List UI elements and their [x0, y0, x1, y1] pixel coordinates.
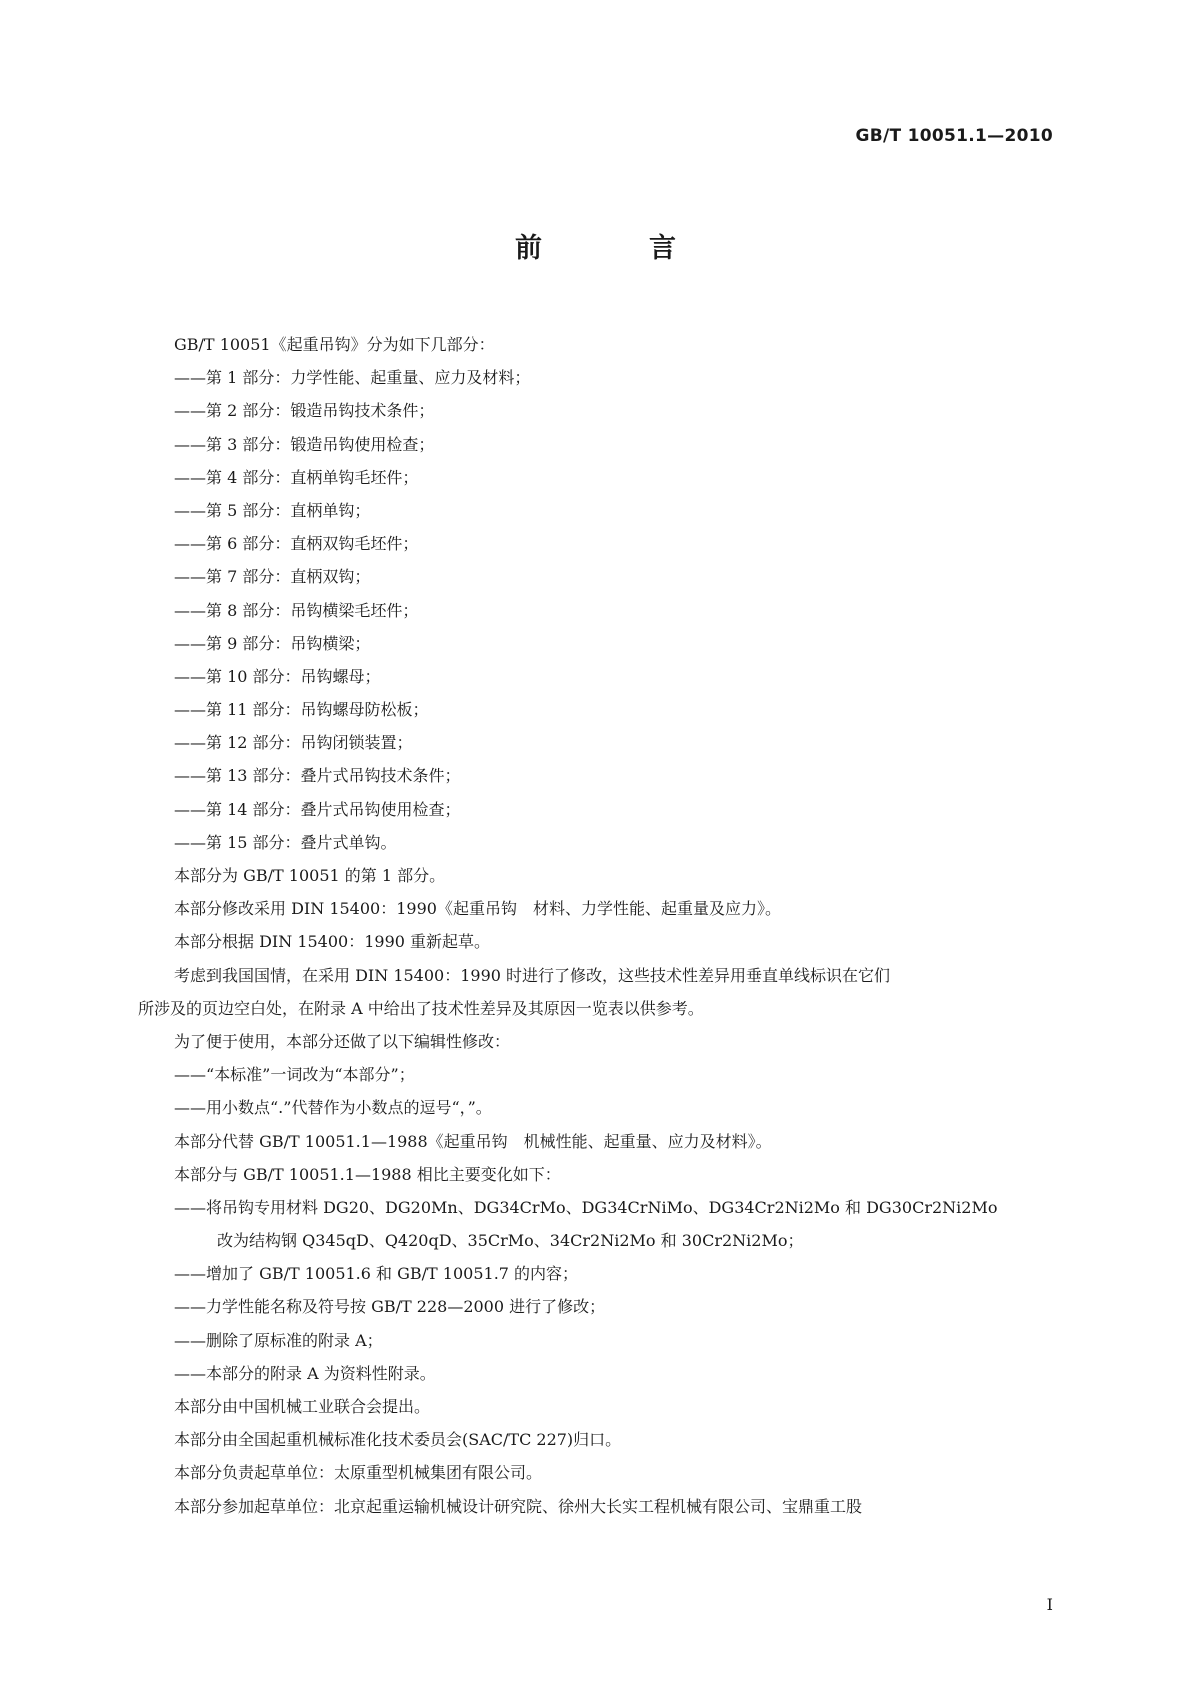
document-body — [138, 328, 1058, 1523]
list-item: ——第 13 部分：叠片式吊钩技术条件； — [174, 766, 461, 786]
list-item: ——第 1 部分：力学性能、起重量、应力及材料； — [174, 368, 531, 388]
list-item: ——第 7 部分：直柄双钩； — [174, 567, 371, 587]
page-number: I — [1046, 1595, 1053, 1614]
standard-code: GB/T 10051.1—2010 — [855, 126, 1053, 146]
paragraph-line: 本部分负责起草单位：太原重型机械集团有限公司。 — [174, 1463, 543, 1483]
list-item: ——第 5 部分：直柄单钩； — [174, 500, 371, 520]
list-item: ——第 15 部分：叠片式单钩。 — [174, 832, 397, 852]
list-item: ——第 4 部分：直柄单钩毛坯件； — [174, 467, 419, 487]
list-item: ——力学性能名称及符号按 GB/T 228—2000 进行了修改； — [174, 1297, 606, 1317]
list-item: ——第 3 部分：锻造吊钩使用检查； — [174, 434, 435, 454]
paragraph-line: 本部分根据 DIN 15400：1990 重新起草。 — [174, 932, 491, 952]
list-item: ——本部分的附录 A 为资料性附录。 — [174, 1363, 436, 1383]
paragraph-line: 本部分参加起草单位：北京起重运输机械设计研究院、徐州大长实工程机械有限公司、宝鼎重工股 — [174, 1496, 863, 1516]
list-item: ——删除了原标准的附录 A； — [174, 1330, 383, 1350]
list-item: ——第 2 部分：锻造吊钩技术条件； — [174, 401, 435, 421]
paragraph-line: 本部分修改采用 DIN 15400：1990《起重吊钩 材料、力学性能、起重量及应力》。 — [174, 899, 781, 919]
list-item: ——第 11 部分：吊钩螺母防松板； — [174, 700, 429, 720]
paragraph-line: 本部分代替 GB/T 10051.1—1988《起重吊钩 机械性能、起重量、应力及材料》。 — [174, 1131, 772, 1151]
list-item: ——第 12 部分：吊钩闭锁装置； — [174, 733, 413, 753]
list-item: ——用小数点“.”代替作为小数点的逗号“，”。 — [174, 1098, 492, 1118]
paragraph-line: 本部分由中国机械工业联合会提出。 — [174, 1397, 431, 1416]
list-item: ——“本标准”一词改为“本部分”； — [174, 1065, 415, 1085]
list-item: ——第 10 部分：吊钩螺母； — [174, 666, 381, 686]
paragraph-line: 为了便于使用，本部分还做了以下编辑性修改： — [174, 1031, 511, 1051]
paragraph-line: 本部分由全国起重机械标准化技术委员会(SAC/TC 227)归口。 — [174, 1430, 622, 1450]
page-title: 前 言 — [515, 233, 716, 264]
paragraph-line: GB/T 10051《起重吊钩》分为如下几部分： — [174, 335, 495, 354]
list-item: ——第 8 部分：吊钩横梁毛坯件； — [174, 600, 419, 620]
paragraph-line: 考虑到我国国情，在采用 DIN 15400：1990 时进行了修改，这些技术性差异用垂直单线标识在它们 — [174, 965, 891, 985]
list-item: ——将吊钩专用材料 DG20、DG20Mn、DG34CrMo、DG34CrNiMo、DG34Cr2Ni2Mo 和 DG30Cr2Ni2Mo — [174, 1197, 998, 1217]
paragraph-line: 改为结构钢 Q345qD、Q420qD、35CrMo、34Cr2Ni2Mo 和 30Cr2Ni2Mo； — [217, 1231, 804, 1251]
list-item: ——第 14 部分：叠片式吊钩使用检查； — [174, 799, 461, 819]
paragraph-line: 所涉及的页边空白处，在附录 A 中给出了技术性差异及其原因一览表以供参考。 — [138, 998, 704, 1018]
list-item: ——增加了 GB/T 10051.6 和 GB/T 10051.7 的内容； — [174, 1264, 579, 1284]
list-item: ——第 6 部分：直柄双钩毛坯件； — [174, 534, 419, 554]
paragraph-line: 本部分与 GB/T 10051.1—1988 相比主要变化如下： — [174, 1164, 561, 1184]
list-item: ——第 9 部分：吊钩横梁； — [174, 633, 371, 653]
paragraph-line: 本部分为 GB/T 10051 的第 1 部分。 — [174, 866, 446, 885]
